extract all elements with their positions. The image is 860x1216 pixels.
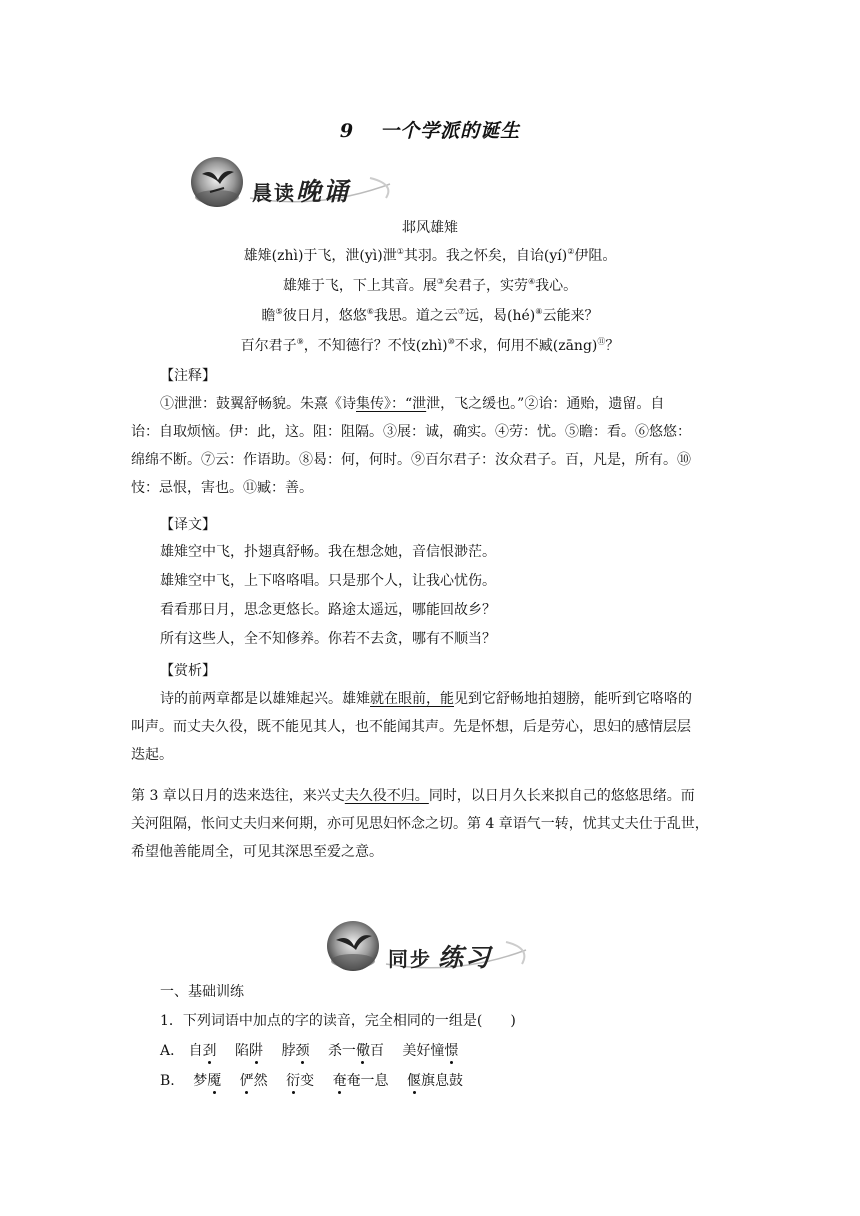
appreciation-header: 【赏析】 [160, 663, 216, 679]
notes-header: 【注释】 [160, 368, 216, 384]
translation-line: 雄雉空中飞，扑翅真舒畅。我在想念她，音信恨渺茫。 [160, 544, 496, 560]
banner-title: 晨读晚诵 [252, 177, 351, 206]
option-word: 陷阱 [235, 1043, 264, 1059]
option-b: B. 梦魇 俨然 衍变 奄奄一息 偃旗息鼓 [160, 1073, 464, 1089]
poem-line: 雄雉(zhì)于飞，泄(yì)泄①其羽。我之怀矣，自诒(yí)②伊阻。 [243, 247, 617, 264]
exercise-section-title: 一、基础训练 [160, 984, 244, 1000]
option-word: 偃旗息鼓 [407, 1073, 464, 1089]
appreciation-paragraph-1: 诗的前两章都是以雄雉起兴。雄雉就在眼前，能见到它舒畅地拍翅膀，能听到它咯咯的 叫声。而丈夫久役，既不能见其人，也不能闻其声。先是怀想，后是劳心，思妇的感情层层 迭起。 [131, 691, 692, 763]
banner-title: 同步 练习 [388, 943, 493, 972]
translation-line: 看看那日月，思念更悠长。路途太遥远，哪能回故乡？ [160, 602, 496, 618]
page-title [0, 116, 860, 143]
poem-line: 百尔君子⑨，不知德行？不忮(zhì)⑩不求，何用不臧(zāng)⑪？ [240, 337, 620, 354]
option-word: 梦魇 [193, 1073, 222, 1089]
translation-text [160, 538, 720, 654]
poem-line: 雄雉于飞，下上其音。展③矣君子，实劳④我心。 [282, 277, 578, 294]
option-a: A． 自刭 陷阱 脖颈 杀一儆百 美好憧憬 [160, 1043, 459, 1059]
poem-line: 瞻⑤彼日月，悠悠⑥我思。道之云⑦远，曷(hé)⑧云能来？ [261, 307, 599, 324]
option-word: 自刭 [188, 1043, 217, 1059]
appreciation-paragraph-2: 第 3 章以日月的迭来迭往，来兴丈夫久役不归。同时，以日月久长来拟自己的悠悠思绪。而 关河阻隔，怅问丈夫归来何期，亦可见思妇怀念之切。第 4 章语气一转，忧其丈夫仕于乱世， 希望他善能周全，可见其深思至爱之意。 [131, 788, 709, 860]
option-word: 脖颈 [281, 1043, 310, 1059]
lesson-title: 一个学派的诞生 [380, 120, 521, 142]
poem-title: 邶风雄雉 [402, 220, 458, 236]
option-word: 衍变 [286, 1073, 315, 1089]
translation-line: 雄雉空中飞，上下咯咯唱。只是那个人，让我心忧伤。 [160, 573, 496, 589]
practice-banner [326, 918, 536, 974]
option-word: 杀一儆百 [327, 1043, 384, 1059]
question-1: 1．下列词语中加点的字的读音，完全相同的一组是( ) [160, 1013, 516, 1029]
option-word: 奄奄一息 [332, 1073, 389, 1089]
morning-reading-banner [190, 154, 400, 210]
option-word: 美好憧憬 [402, 1043, 459, 1059]
translation-line: 所有这些人，全不知修养。你若不去贪，哪有不顺当？ [160, 631, 496, 647]
notes-text: ①泄泄：鼓翼舒畅貌。朱熹《诗集传》：“泄泄，飞之缓也。”②诒：通贻，遗留。自 诒：自取烦恼。伊：此，这。阻：阻隔。③展：诚，确实。④劳：忧。⑤瞻：看。⑥悠悠： 绵绵不断。⑦云：作语助。⑧曷：何，何时。⑨百尔君子：汝众君子。百，凡是，所有。⑩ 忮：忌恨，害也。⑪臧：善。 [131, 396, 691, 496]
option-word: 俨然 [239, 1073, 268, 1089]
lesson-number: 9 [339, 120, 355, 142]
translation-header: 【译文】 [160, 517, 216, 533]
